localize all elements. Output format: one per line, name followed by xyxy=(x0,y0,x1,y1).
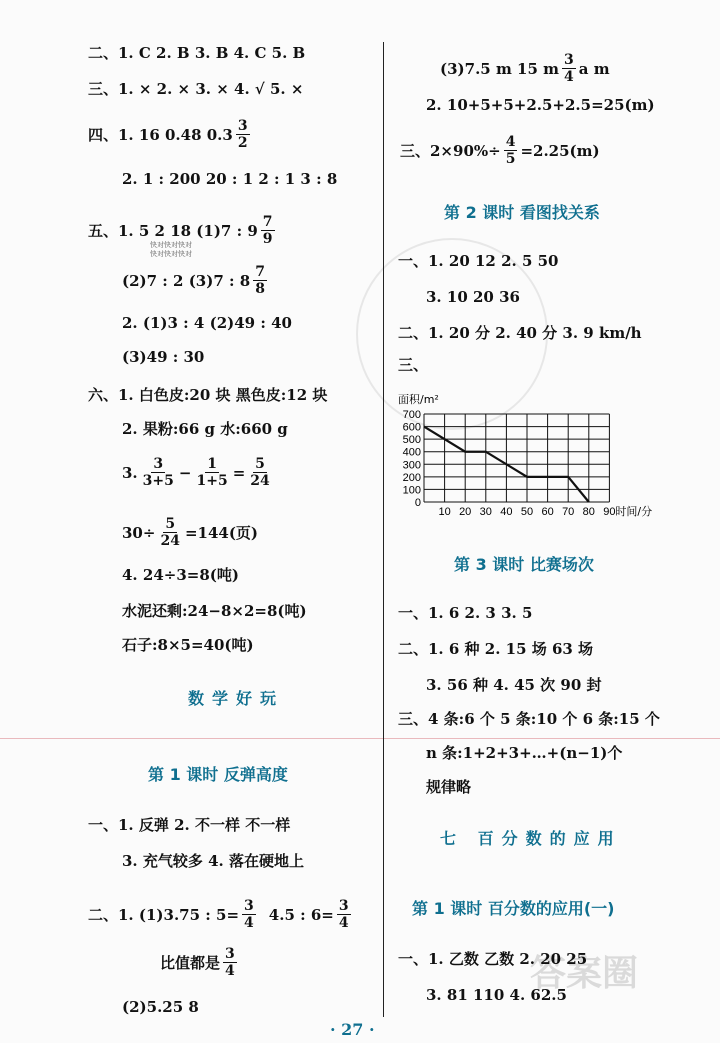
answer-text: 30÷ xyxy=(122,523,156,542)
lesson-heading: 第 1 课时 反弹高度 xyxy=(148,765,288,784)
fraction-num: 3 xyxy=(338,898,349,914)
fraction-den: 8 xyxy=(255,281,265,297)
answer-line: 2. 果粉:66 g 水:660 g xyxy=(122,420,288,438)
answer-line xyxy=(88,118,253,151)
fraction-num: 3 xyxy=(153,456,164,472)
answer-line: 二、1. 6 种 2. 15 场 63 场 xyxy=(398,640,594,658)
fraction-den: 4 xyxy=(225,963,235,979)
answer-text: 比值都是 xyxy=(160,953,221,972)
fraction-num: 4 xyxy=(505,134,516,150)
section-title: 数学好玩 xyxy=(188,689,285,708)
answer-text: 二、1. (1)3.75 : 5= xyxy=(88,905,240,924)
answer-line xyxy=(122,264,270,297)
fraction-den: 2 xyxy=(237,135,248,151)
answer-text: (2)7 : 2 (3)7 : 8 xyxy=(122,271,251,290)
answer-line: 石子:8×5=40(吨) xyxy=(122,636,254,654)
x-tick-label: 70 xyxy=(562,506,575,518)
fraction xyxy=(253,264,267,297)
y-tick-label: 200 xyxy=(402,471,421,484)
fraction xyxy=(261,214,275,247)
x-tick-label: 80 xyxy=(582,506,595,518)
answer-line: 2. 1 : 200 20 : 1 2 : 1 3 : 8 xyxy=(122,170,338,188)
fraction xyxy=(158,516,181,549)
stamp-line: 快对快对快对 xyxy=(150,250,192,258)
answer-line: 3. 充气较多 4. 落在硬地上 xyxy=(122,852,304,870)
answer-line: 六、1. 白色皮:20 块 黑色皮:12 块 xyxy=(88,386,328,404)
fraction-num: 1 xyxy=(207,456,217,472)
fraction xyxy=(236,118,250,151)
x-axis-label: 时间/分 xyxy=(615,505,653,518)
answer-line: 三、 xyxy=(398,356,429,374)
fraction xyxy=(194,456,229,489)
answer-line xyxy=(88,898,354,931)
fraction xyxy=(223,946,237,979)
answer-text: 五、1. 5 2 18 (1)7 : 9 xyxy=(88,221,258,240)
stamp-line: 快对快对快对 xyxy=(150,241,192,249)
answer-line: 2. 10+5+5+2.5+2.5=25(m) xyxy=(426,96,655,114)
answer-line: n 条:1+2+3+…+(n−1)个 xyxy=(426,744,623,762)
y-tick-label: 400 xyxy=(402,446,421,459)
answer-line: (2)5.25 8 xyxy=(122,998,199,1016)
operator: = xyxy=(232,463,246,482)
answer-text: 3. xyxy=(122,463,138,482)
fraction-num: 3 xyxy=(244,898,254,914)
area-time-chart xyxy=(368,388,688,528)
answer-text: =144(页) xyxy=(184,523,259,542)
fraction-num: 3 xyxy=(225,946,235,962)
answer-text: =2.25(m) xyxy=(520,141,600,160)
answer-line: 3. 81 110 4. 62.5 xyxy=(426,986,567,1004)
answer-text: a m xyxy=(578,59,610,78)
y-tick-label: 500 xyxy=(402,434,421,447)
answer-text: (3)7.5 m 15 m xyxy=(440,59,560,78)
answer-line xyxy=(122,516,258,549)
answer-line xyxy=(400,134,600,167)
fraction xyxy=(141,456,176,489)
stamp-text xyxy=(150,241,192,259)
x-tick-label: 60 xyxy=(541,506,554,518)
watermark-logo: 答案圈 xyxy=(530,953,639,994)
answer-text: 四、1. 16 0.48 0.3 xyxy=(88,125,233,144)
fraction-num: 5 xyxy=(165,516,176,532)
x-tick-label: 90 xyxy=(603,506,616,518)
x-tick-label: 10 xyxy=(438,506,451,518)
answer-line: 一、1. 反弹 2. 不一样 不一样 xyxy=(88,816,291,834)
answer-line: 二、1. 20 分 2. 40 分 3. 9 km/h xyxy=(398,324,642,342)
answer-line: 三、4 条:6 个 5 条:10 个 6 条:15 个 xyxy=(398,710,660,728)
y-tick-label: 600 xyxy=(402,421,421,434)
fraction-num: 3 xyxy=(237,118,248,134)
answer-line: 水泥还剩:24−8×2=8(吨) xyxy=(122,602,307,620)
fraction-den: 24 xyxy=(160,533,180,549)
y-axis-label: 面积/m² xyxy=(398,393,439,406)
x-tick-label: 50 xyxy=(520,506,534,518)
answer-line: 3. 10 20 36 xyxy=(426,288,520,306)
answer-line: 一、1. 6 2. 3 3. 5 xyxy=(398,604,533,622)
y-tick-label: 0 xyxy=(414,497,421,509)
chapter-title: 七 百分数的应用 xyxy=(440,829,622,848)
fraction-den: 5 xyxy=(505,151,516,167)
fraction-den: 4 xyxy=(338,915,349,931)
fraction-den: 1+5 xyxy=(196,473,228,489)
fraction-den: 9 xyxy=(262,231,273,247)
fraction xyxy=(562,52,576,85)
answer-line: 4. 24÷3=8(吨) xyxy=(122,566,239,584)
fraction-den: 4 xyxy=(564,69,574,85)
column-divider xyxy=(383,42,384,1017)
answer-line xyxy=(122,456,275,489)
fraction xyxy=(242,898,256,931)
fraction-den: 4 xyxy=(244,915,254,931)
y-tick-label: 100 xyxy=(402,484,421,497)
y-tick-label: 300 xyxy=(402,459,421,472)
x-tick-label: 20 xyxy=(459,506,472,518)
answer-line: 2. (1)3 : 4 (2)49 : 40 xyxy=(122,314,292,332)
fraction-den: 3+5 xyxy=(142,473,174,489)
page-number: · 27 · xyxy=(330,1020,375,1039)
fraction xyxy=(504,134,518,167)
fraction xyxy=(337,898,351,931)
fraction-num: 7 xyxy=(262,214,273,230)
y-tick-label: 700 xyxy=(402,409,421,422)
fraction xyxy=(248,456,271,489)
fraction-num: 3 xyxy=(564,52,574,68)
answer-text: 4.5 : 6= xyxy=(268,905,334,924)
lesson-heading: 第 1 课时 百分数的应用(一) xyxy=(412,899,615,918)
fraction-den: 24 xyxy=(250,473,270,489)
operator: − xyxy=(178,463,192,482)
answer-line: 二、1. C 2. B 3. B 4. C 5. B xyxy=(88,44,306,62)
lesson-heading: 第 3 课时 比赛场次 xyxy=(454,555,594,574)
lesson-heading: 第 2 课时 看图找关系 xyxy=(444,203,600,222)
fraction-num: 7 xyxy=(255,264,265,280)
page-fold-line xyxy=(0,738,720,739)
answer-line: (3)49 : 30 xyxy=(122,348,205,366)
x-tick-label: 40 xyxy=(500,506,513,518)
answer-line xyxy=(440,52,610,85)
answer-line: 一、1. 20 12 2. 5 50 xyxy=(398,252,559,270)
answer-line: 三、1. × 2. × 3. × 4. √ 5. × xyxy=(88,80,304,98)
answer-line: 规律略 xyxy=(426,778,472,796)
answer-line: 一、1. 乙数 乙数 2. 20 25 xyxy=(398,950,588,968)
answer-line: 3. 56 种 4. 45 次 90 封 xyxy=(426,676,602,694)
answer-line xyxy=(160,946,240,979)
x-tick-label: 30 xyxy=(479,506,492,518)
fraction-num: 5 xyxy=(255,456,265,472)
answer-text: 三、2×90%÷ xyxy=(400,141,501,160)
